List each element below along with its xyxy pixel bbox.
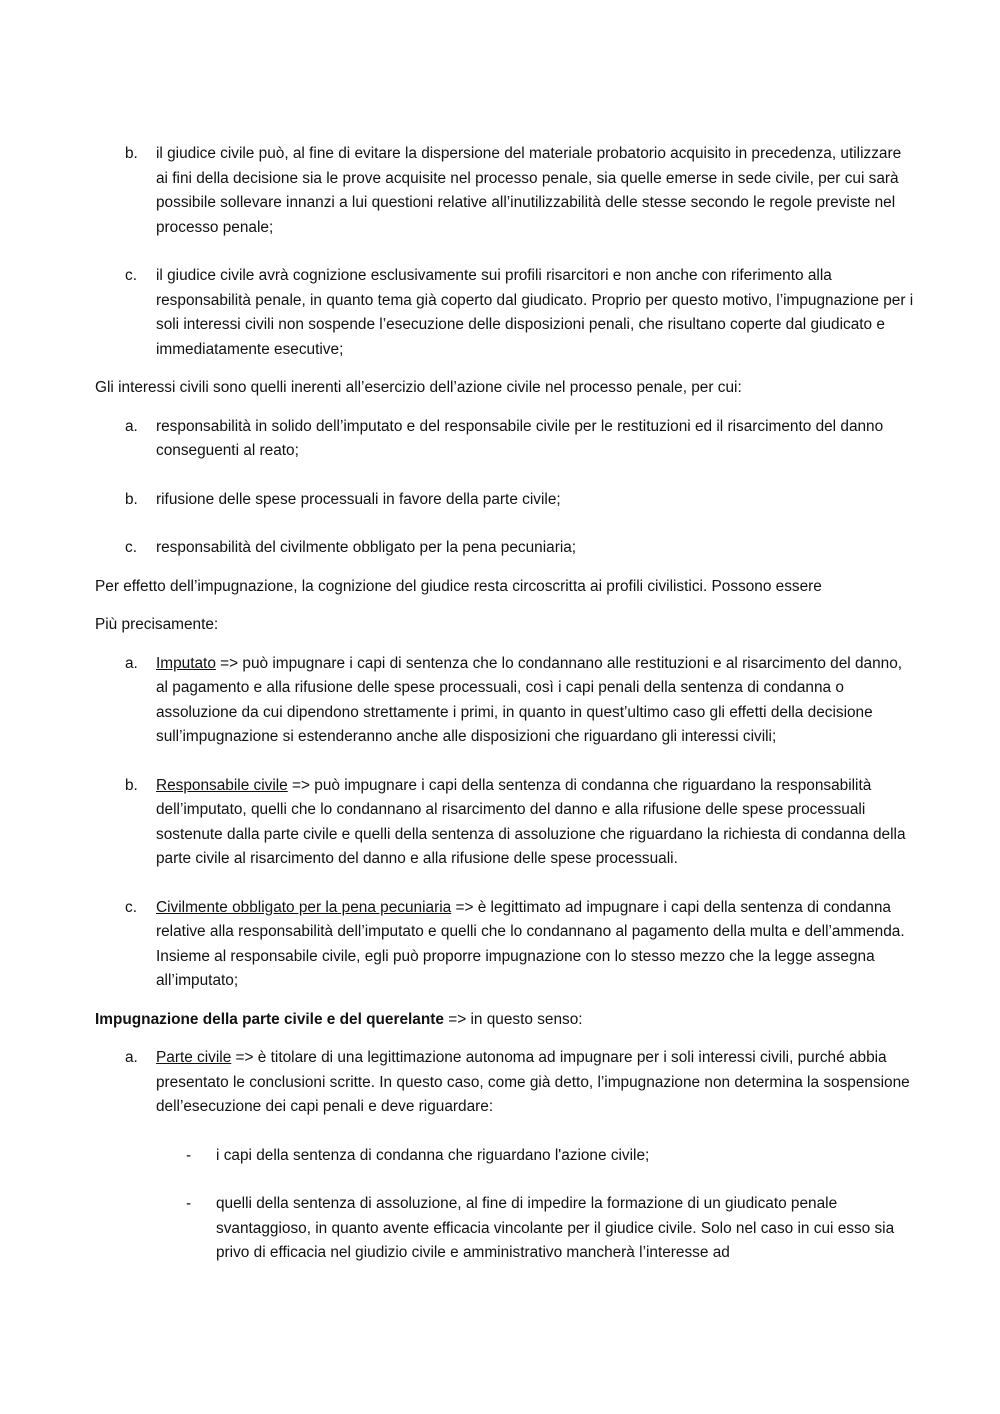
list-item [95, 415, 915, 464]
sublist-capi [156, 1144, 915, 1266]
list-marker: a. [125, 1049, 138, 1066]
sublist-item-text: i capi della sentenza di condanna che riguardano l'azione civile; [216, 1146, 650, 1164]
sublist-item [156, 1144, 915, 1169]
paragraph-piu-precisamente: Più precisamente: [95, 616, 219, 633]
term-imputato: Imputato [156, 654, 216, 672]
paragraph-text: => in questo senso: [443, 1010, 583, 1028]
document-body [95, 142, 915, 1280]
list-marker: c. [125, 267, 137, 284]
paragraph-effetto-impugnazione: Per effetto dell’impugnazione, la cognizione del giudice resta circoscritta ai profili civilistici. Possono essere [95, 577, 822, 595]
list-item-text: responsabilità del civilmente obbligato per la pena pecuniaria; [156, 539, 577, 556]
paragraph-interessi-civili: Gli interessi civili sono quelli inerenti all’esercizio dell’azione civile nel processo penale, per cui: [95, 379, 742, 396]
list-marker: b. [125, 490, 138, 508]
list-marker: c. [125, 898, 137, 916]
list-marker: a. [125, 654, 138, 672]
list-legittimati [95, 652, 915, 994]
list-item [95, 488, 915, 513]
list-item-text: => può impugnare i capi di sentenza che lo condannano alle restituzioni e al risarcimento del danno, al pagamento e alla rifusione delle spese processuali, così i capi penali della sentenza di condanna o assoluzione da cui dipendono strettamente i primi, in quanto in quest’ultimo caso gli effetti della decisione sull’impugnazione si estenderanno anche alle disposizioni che riguardano gli interessi civili; [156, 654, 903, 745]
list-marker: b. [125, 776, 138, 794]
dash-marker: - [186, 1195, 192, 1212]
sublist-item-text: quelli della sentenza di assoluzione, al fine di impedire la formazione di un giudicato penale svantaggioso, in quanto avente efficacia vincolante per il giudice civile. Solo nel caso in cui esso sia privo di efficacia nel giudizio civile e amministrativo mancherà l’interesse ad [216, 1195, 895, 1261]
sublist-item [156, 1192, 915, 1266]
term-civilmente-obbligato: Civilmente obbligato per la pena pecuniaria [156, 898, 452, 916]
list-item-text: il giudice civile avrà cognizione esclusivamente sui profili risarcitori e non anche con riferimento alla responsabilità penale, in quanto tema già coperto dal giudicato. Proprio per questo motivo, l’impugnazione per i soli interessi civili non sospende l’esecuzione delle disposizioni penali, che risultano coperte dal giudicato e immediatamente esecutive; [156, 267, 914, 358]
list-parte-civile [95, 1046, 915, 1266]
list-item-text: => può impugnare i capi della sentenza di condanna che riguardano la responsabilità dell’imputato, quelli che lo condannano al risarcimento del danno e alla rifusione delle spese processuali sostenute dalla parte civile e quelli della sentenza di assoluzione che riguardano la richiesta di condanna della parte civile al risarcimento del danno e alla rifusione delle spese processuali. [156, 776, 906, 867]
list-item [95, 652, 915, 750]
term-parte-civile: Parte civile [156, 1049, 232, 1066]
list-item [95, 264, 915, 362]
list-item-text: => è titolare di una legittimazione autonoma ad impugnare per i soli interessi civili, purché abbia presentato le conclusioni scritte. In questo caso, come già detto, l’impugnazione non determina la sospensione dell’esecuzione dei capi penali e deve riguardare: [156, 1049, 910, 1115]
list-interessi-civili [95, 415, 915, 561]
heading-inline-bold: Impugnazione della parte civile e del querelante [95, 1010, 444, 1028]
dash-marker: - [186, 1146, 192, 1164]
list-item-text: responsabilità in solido dell’imputato e del responsabile civile per le restituzioni ed il risarcimento del danno conseguenti al reato; [156, 417, 884, 459]
paragraph-parte-civile-querelante [95, 1008, 915, 1033]
list-item-text: il giudice civile può, al fine di evitare la dispersione del materiale probatorio acquisito in precedenza, utilizzare ai fini della decisione sia le prove acquisite nel processo penale, sia quelle emerse in sede civile, per cui sarà possibile sollevare innanzi a lui questioni relative all’inutilizzabilità delle stesse secondo le regole previste nel processo penale; [156, 145, 902, 236]
list-item-text: => è legittimato ad impugnare i capi della sentenza di condanna relative alla responsabilità dell’imputato e quelli che lo condannano al pagamento della multa e dell’ammenda. Insieme al responsabile civile, egli può proporre impugnazione con lo stesso mezzo che la legge assegna all’imputato; [156, 898, 905, 989]
list-effects [95, 142, 915, 362]
list-item [95, 1046, 915, 1266]
list-item [95, 142, 915, 240]
term-responsabile-civile: Responsabile civile [156, 776, 288, 794]
list-marker: c. [125, 539, 137, 556]
list-item [95, 536, 915, 561]
list-item-text: rifusione delle spese processuali in favore della parte civile; [156, 490, 561, 508]
list-marker: a. [125, 417, 138, 435]
list-item [95, 896, 915, 994]
list-marker: b. [125, 145, 138, 162]
list-item [95, 774, 915, 872]
